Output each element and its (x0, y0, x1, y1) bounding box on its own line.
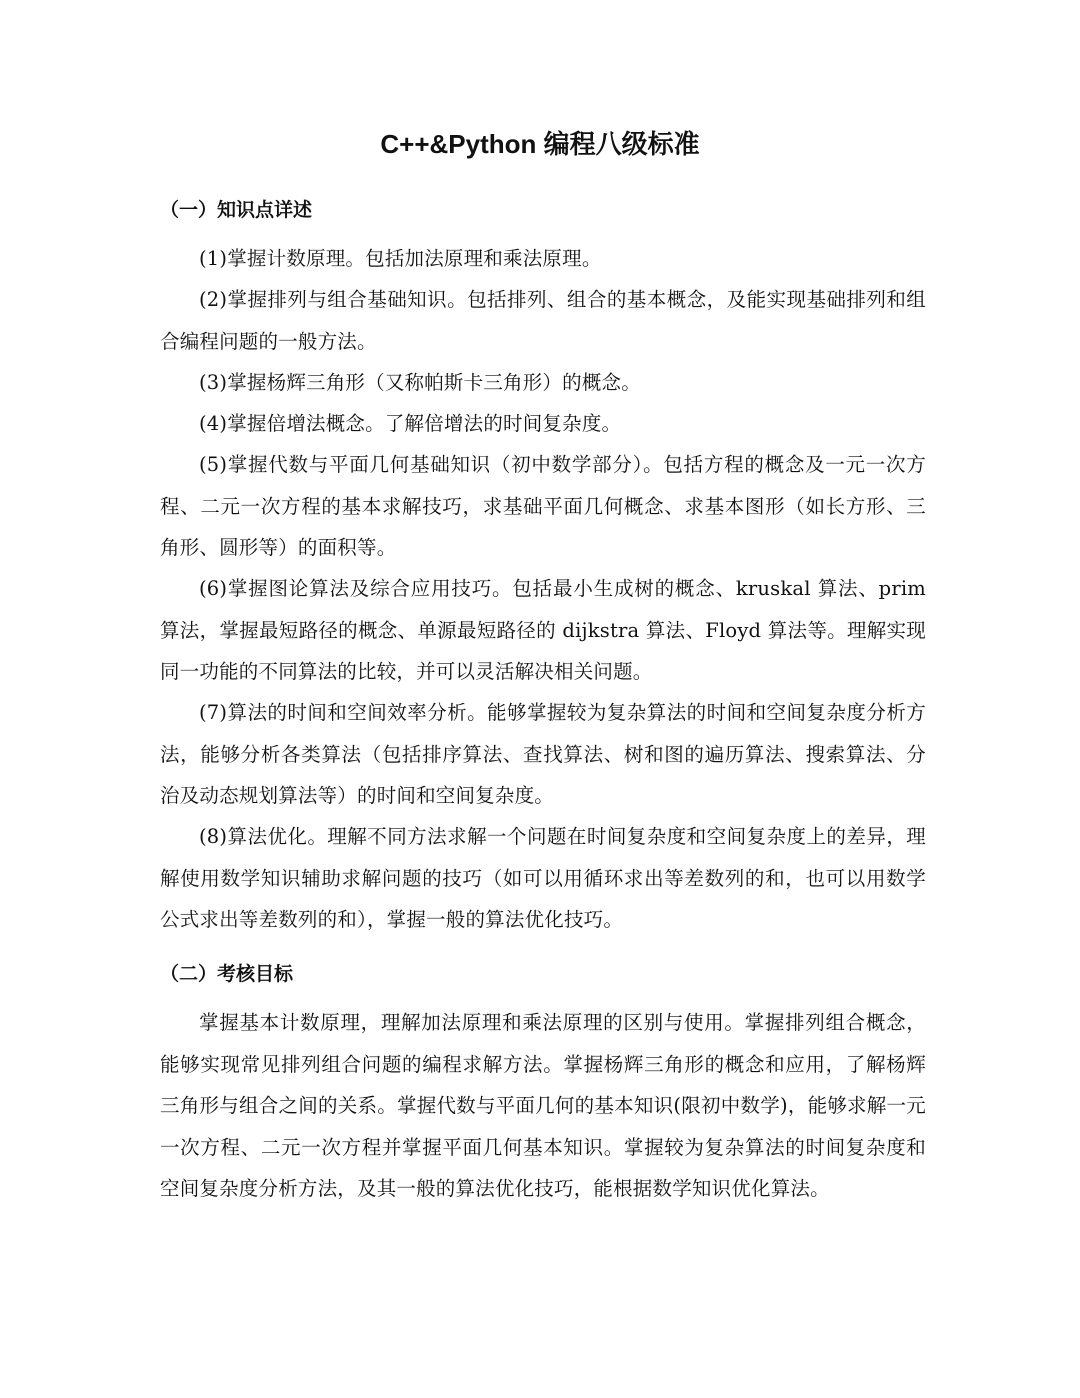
knowledge-point-5: (5)掌握代数与平面几何基础知识（初中数学部分）。包括方程的概念及一元一次方程、二元一次方程的基本求解技巧，求基础平面几何概念、求基本图形（如长方形、三角形、圆形等）的面积等。 (160, 453, 926, 559)
knowledge-point-3: (3)掌握杨辉三角形（又称帕斯卡三角形）的概念。 (199, 371, 641, 394)
assessment-goals-paragraph: 掌握基本计数原理，理解加法原理和乘法原理的区别与使用。掌握排列组合概念，能够实现常见排列组合问题的编程求解方法。掌握杨辉三角形的概念和应用，了解杨辉三角形与组合之间的关系。掌握代数与平面几何的基本知识(限初中数学)，能够求解一元一次方程、二元一次方程并掌握平面几何基本知识。掌握较为复杂算法的时间复杂度和空间复杂度分析方法，及其一般的算法优化技巧，能根据数学知识优化算法。 (160, 1011, 926, 1200)
knowledge-point-4: (4)掌握倍增法概念。了解倍增法的时间复杂度。 (199, 412, 622, 435)
knowledge-point-6: (6)掌握图论算法及综合应用技巧。包括最小生成树的概念、kruskal 算法、prim 算法，掌握最短路径的概念、单源最短路径的 dijkstra 算法、Floyd 算法等。理解实现同一功能的不同算法的比较，并可以灵活解决相关问题。 (160, 577, 926, 683)
knowledge-point-7: (7)算法的时间和空间效率分析。能够掌握较为复杂算法的时间和空间复杂度分析方法，能够分析各类算法（包括排序算法、查找算法、树和图的遍历算法、搜索算法、分治及动态规划算法等）的时间和空间复杂度。 (160, 701, 926, 807)
section-heading-assessment-goals: （二）考核目标 (160, 963, 294, 985)
knowledge-point-2: (2)掌握排列与组合基础知识。包括排列、组合的基本概念，及能实现基础排列和组合编程问题的一般方法。 (160, 288, 926, 353)
section-heading-knowledge-points: （一）知识点详述 (160, 199, 313, 221)
knowledge-point-1: (1)掌握计数原理。包括加法原理和乘法原理。 (199, 247, 602, 270)
knowledge-point-8: (8)算法优化。理解不同方法求解一个问题在时间复杂度和空间复杂度上的差异，理解使用数学知识辅助求解问题的技巧（如可以用循环求出等差数列的和，也可以用数学公式求出等差数列的和），掌握一般的算法优化技巧。 (160, 825, 926, 931)
document-title: C++&Python 编程八级标准 (380, 129, 700, 159)
